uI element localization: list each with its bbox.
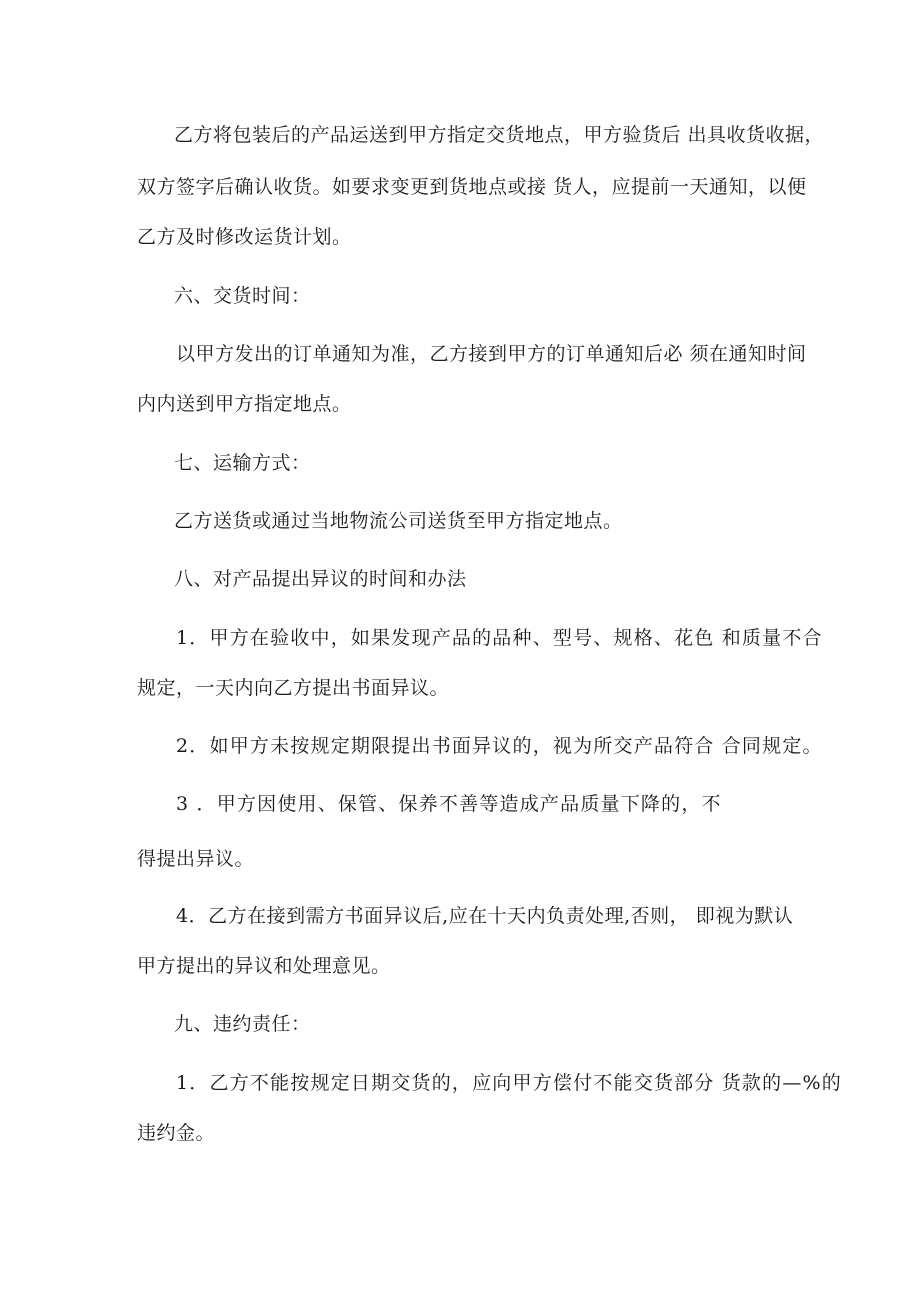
clause-3-line-2: 得提出异议。	[137, 848, 255, 870]
clause-1-line-2: 规定，一天内向乙方提出书面异议。	[137, 677, 450, 699]
paragraph-delivery-time-line-2: 内内送到甲方指定地点。	[137, 393, 352, 415]
paragraph-delivery-line-2: 双方签字后确认收货。如要求变更到货地点或接 货人，应提前一天通知，以便	[137, 176, 807, 198]
clause-4-line-2: 甲方提出的异议和处理意见。	[137, 955, 391, 977]
clause-4-line-1: 4．乙方在接到需方书面异议后,应在十天内负责处理,否则， 即视为默认	[176, 905, 794, 927]
paragraph-delivery-time-line-1: 以甲方发出的订单通知为准，乙方接到甲方的订单通知后必 须在通知时间	[176, 343, 807, 365]
clause-3-line-1: 3 ．甲方因使用、保管、保养不善等造成产品质量下降的，不	[176, 793, 722, 815]
heading-breach-liability: 九、违约责任：	[174, 1013, 311, 1035]
heading-delivery-time: 六、交货时间：	[174, 285, 311, 307]
heading-transport-method: 七、运输方式：	[174, 452, 311, 474]
breach-clause-1-line-2: 违约金。	[137, 1122, 216, 1144]
heading-product-objection: 八、对产品提出异议的时间和办法	[174, 568, 467, 590]
clause-2: 2．如甲方未按规定期限提出书面异议的，视为所交产品符合 合同规定。	[176, 735, 823, 757]
paragraph-transport-method: 乙方送货或通过当地物流公司送货至甲方指定地点。	[174, 510, 623, 532]
breach-clause-1-line-1: 1．乙方不能按规定日期交货的，应向甲方偿付不能交货部分 货款的—%的	[176, 1072, 842, 1094]
paragraph-delivery-line-1: 乙方将包装后的产品运送到甲方指定交货地点，甲方验货后 出具收货收据，	[174, 124, 825, 146]
clause-1-line-1: 1．甲方在验收中，如果发现产品的品种、型号、规格、花色 和质量不合	[176, 627, 823, 649]
paragraph-delivery-line-3: 乙方及时修改运货计划。	[137, 226, 352, 248]
